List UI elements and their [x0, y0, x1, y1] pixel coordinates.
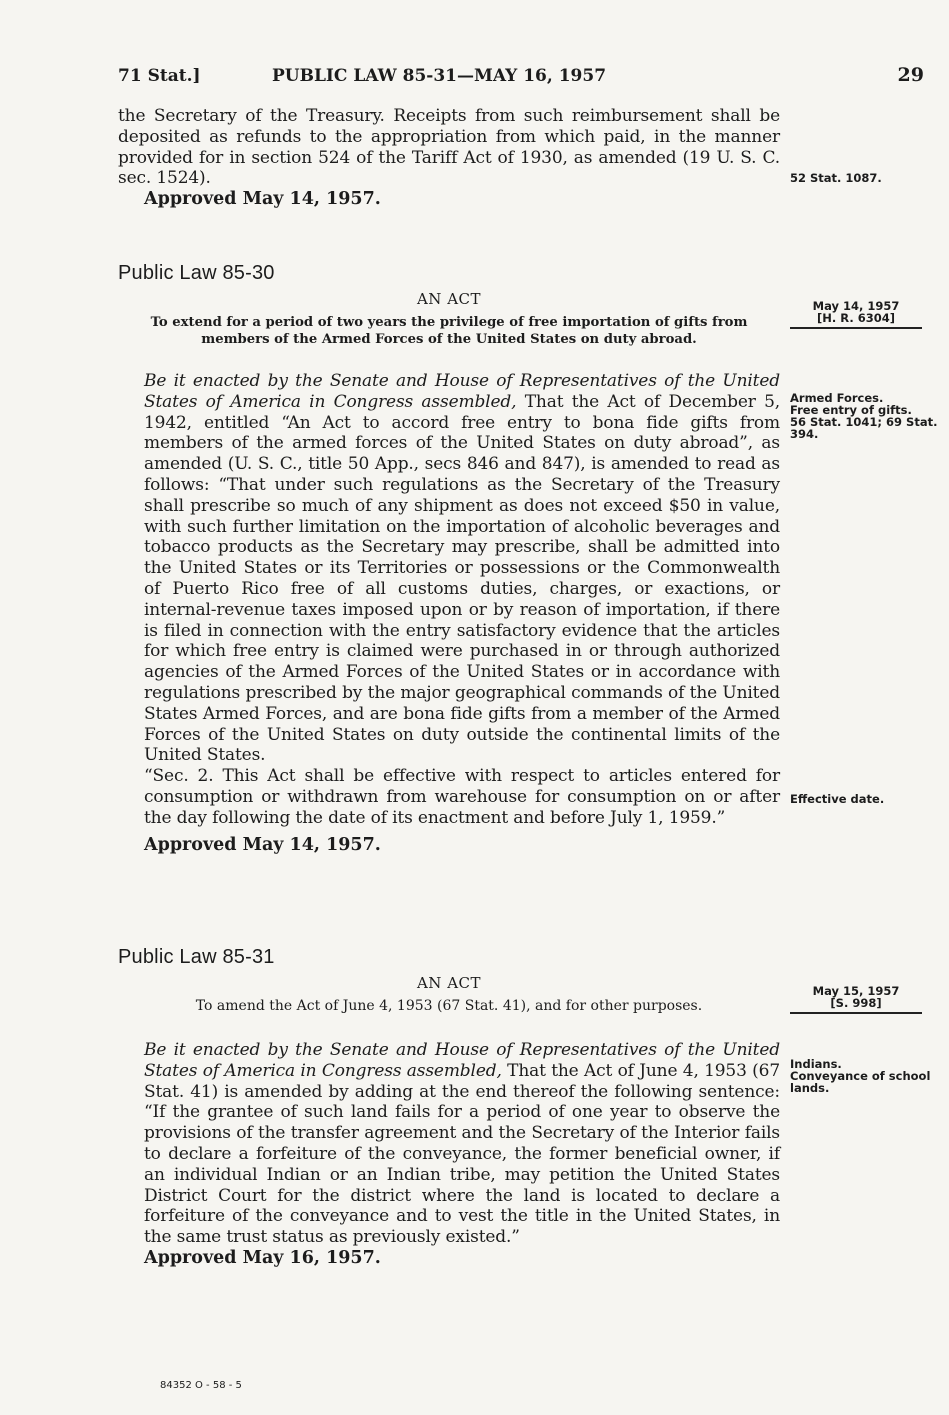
continuation-text: the Secretary of the Treasury. Receipts from such reimbursement shall be deposited as refunds to the appropriation from which paid, in the manner provided for in section 524 of the Tariff Act of 1930, as amended (19 U. S. C. sec. 1524). — [118, 106, 780, 189]
header-stat-reference: 71 Stat.] — [118, 66, 201, 86]
header-title: PUBLIC LAW 85-31—MAY 16, 1957 — [272, 66, 607, 86]
law-85-30-margin-date-block — [790, 300, 922, 329]
law-85-30-margin-armed-forces: Armed Forces. — [790, 391, 884, 405]
law-85-30-body — [118, 371, 780, 766]
law-85-30-title: Public Law 85-30 — [118, 262, 275, 284]
law-85-30-approved: Approved May 14, 1957. — [144, 834, 381, 855]
law-85-31-margin-conveyance: Conveyance of school lands. — [790, 1069, 931, 1095]
law-85-31-margin-date: May 15, 1957 — [812, 984, 900, 998]
law-85-30-sec2: “Sec. 2. This Act shall be effective with respect to articles entered for consumption or withdrawn from warehouse for consumption on or after the day following the date of its enactment and before July 1, 1959.” — [144, 766, 780, 828]
law-85-30-margin-date: May 14, 1957 — [812, 299, 900, 313]
law-85-31-margin-date-block — [790, 985, 922, 1014]
law-85-30-margin-stat-refs: 56 Stat. 1041; 69 Stat. 394. — [790, 415, 938, 441]
law-85-31-title: Public Law 85-31 — [118, 946, 275, 968]
law-85-31-enacting-clause: Be it enacted by the Senate and House of Representatives of the United States of America in Congress assembled, — [144, 1040, 780, 1081]
law-85-31-margin-indians: Indians. — [790, 1057, 842, 1071]
page-number: 29 — [897, 64, 924, 86]
law-85-30-an-act: AN ACT — [416, 290, 482, 308]
continuation-section — [118, 106, 780, 209]
law-85-31-approved: Approved May 16, 1957. — [144, 1247, 381, 1268]
law-85-31-an-act: AN ACT — [416, 974, 482, 992]
law-85-30-purpose: To extend for a period of two years the privilege of free importation of gifts from members of the Armed Forces of the United States on duty abroad. — [150, 315, 748, 347]
law-85-31-body-section — [118, 1040, 780, 1268]
footer-print-code: 84352 O - 58 - 5 — [160, 1380, 242, 1391]
page-header — [118, 66, 924, 90]
law-85-30-margin-free-entry: Free entry of gifts. — [790, 403, 912, 417]
law-85-30-margin-effective-date: Effective date. — [790, 792, 885, 806]
law-85-30-body-text: That the Act of December 5, 1942, entitled “An Act to accord free entry to bona fide gifts from members of the armed forces of the United States on duty abroad”, as amended (U. S. C., title 50 App., secs 846 and 847), is amended to read as follows: “That under such regulations as the Secretary of the Treasury shall prescribe so much of any shipment as does not exceed $50 in value, with such further limitation on the importation of alcoholic beverages and tobacco products as the Secretary may prescribe, shall be admitted into the United States or its Territories or possessions or the Commonwealth of Puerto Rico free of all customs duties, charges, or exactions, or internal-revenue taxes imposed upon or by reason of importation, if there is filed in connection with the entry satisfactory evidence that the articles for which free entry is claimed were purchased in or through authorized agencies of the Armed Forces of the United States or in accordance with regulations prescribed by the major geographical commands of the United States Armed Forces, and are bona fide gifts from a member of the Armed Forces of the United States on duty outside the continental limits of the United States. — [144, 391, 781, 766]
law-85-30-margin-notes — [790, 392, 949, 440]
law-85-31-margin-bill: [S. 998] — [830, 996, 882, 1010]
law-85-31-body-text: That the Act of June 4, 1953 (67 Stat. 41) is amended by adding at the end thereof the following sentence: “If the grantee of such land fails for a period of one year to observe the provisions of the transfer agreement and the Secretary of the Interior fails to declare a forfeiture of the conveyance, the former beneficial owner, if an individual Indian or an Indian tribe, may petition the United States District Court for the district where the land is located to declare a forfeiture of the conveyance and to vest the title in the United States, in the same trust status as previously existed.” — [144, 1060, 780, 1248]
law-85-31-purpose: To amend the Act of June 4, 1953 (67 Stat. 41), and for other purposes. — [195, 998, 703, 1014]
law-85-31-margin-notes — [790, 1058, 949, 1094]
margin-note-52-stat: 52 Stat. 1087. — [790, 171, 882, 185]
continuation-approved: Approved May 14, 1957. — [144, 189, 381, 210]
law-85-30-body-section — [118, 371, 780, 855]
law-85-30-margin-bill: [H. R. 6304] — [817, 311, 895, 325]
law-85-31-body — [118, 1040, 780, 1248]
law-85-30-enacting-clause: Be it enacted by the Senate and House of Representatives of the United States of America in Congress assembled, — [144, 371, 780, 412]
